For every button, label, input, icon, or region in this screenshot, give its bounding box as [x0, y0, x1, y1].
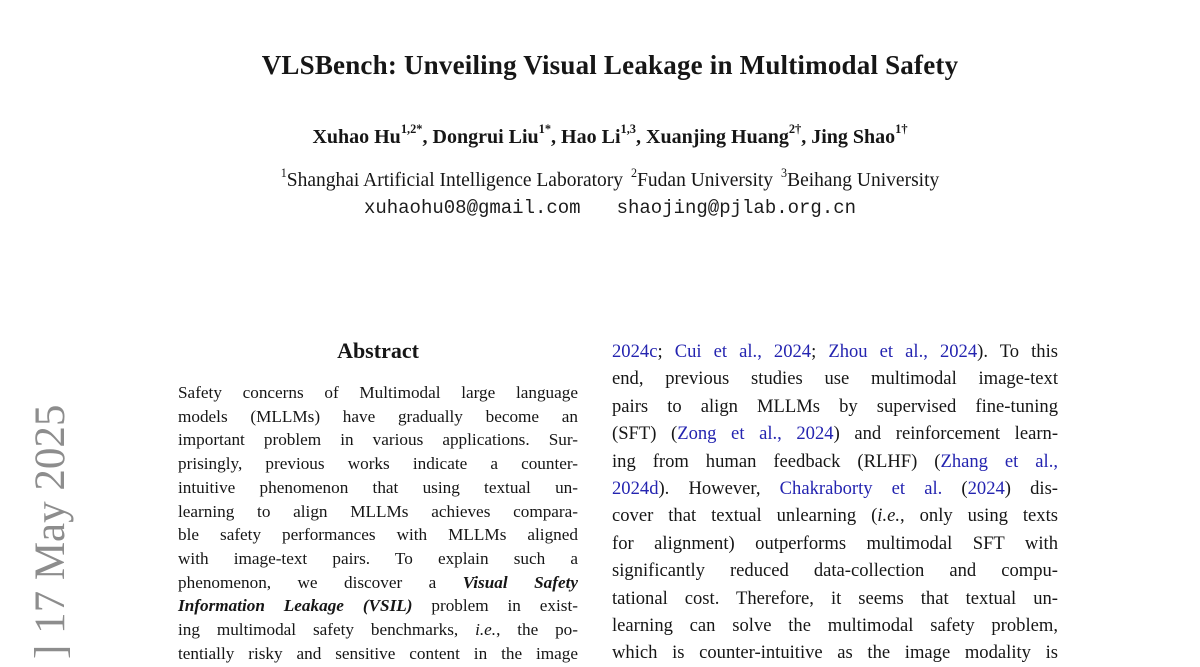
text-run: Visual Safety	[462, 572, 578, 592]
abstract-section	[178, 338, 578, 665]
author-name: Xuhao Hu	[312, 126, 401, 148]
citation-link[interactable]: Zong et al., 2024	[677, 423, 834, 445]
paper-page	[20, 0, 1200, 664]
text-line	[178, 523, 578, 547]
text-line	[612, 585, 1058, 612]
text-line	[178, 642, 578, 666]
author-superscript: 2†	[788, 122, 802, 137]
text-run: , the po-	[496, 620, 578, 640]
affiliation-item: $^2$Fudan University	[631, 165, 774, 191]
text-run: which is counter-intuitive as the image modality is	[612, 642, 1058, 664]
affiliation-superscript: 1	[280, 165, 287, 180]
text-line	[178, 428, 578, 452]
text-line	[178, 381, 578, 405]
text-run: ing multimodal safety benchmarks,	[178, 620, 476, 640]
text-line	[178, 594, 578, 618]
text-line	[612, 502, 1058, 529]
author-name: Dongrui Liu	[432, 126, 539, 148]
text-line	[178, 476, 578, 500]
author-list: Xuhao $Hu^{1,2*}$, Dongrui Liu$^{1*}$, Hao Li$^{1,3}$, Xuanjing Huang$^{2\dagger}$, Jing Shao$^{1\dagger}$	[312, 122, 908, 148]
text-line	[612, 393, 1058, 420]
text-run: (	[942, 478, 968, 500]
author-name: Xuanjing Huang	[646, 126, 789, 148]
text-run: ) and reinforcement learn-	[833, 423, 1059, 445]
text-run: pairs to align MLLMs by supervised fine-tuning	[612, 395, 1058, 417]
author-superscript: 1†	[895, 122, 908, 137]
citation-link[interactable]: Zhang et al.,	[940, 450, 1059, 472]
text-run: Safety concerns of Multimodal large language	[178, 383, 578, 402]
citation-link[interactable]: 2024c	[612, 341, 658, 362]
affiliation-superscript: 2	[631, 165, 638, 180]
text-run: ing from human feedback (RLHF) (	[612, 450, 941, 472]
abstract-heading: Abstract	[337, 338, 419, 363]
text-run: with image-text pairs. To explain such a	[178, 548, 578, 568]
text-run: i.e.	[475, 620, 497, 640]
citation-link[interactable]: Chakraborty et al.	[779, 478, 943, 500]
author-name: Hao Li	[561, 126, 621, 148]
text-line	[178, 452, 578, 476]
author-name: Jing Shao	[811, 126, 896, 148]
arxiv-date-stamp: ] 17 May 2025	[27, 404, 74, 659]
text-run: ). To this	[977, 341, 1059, 362]
author-superscript: 1*	[538, 122, 552, 137]
text-run: phenomenon, we discover a	[178, 572, 463, 592]
text-run: ble safety performances with MLLMs aligned	[178, 525, 578, 545]
text-run: end, previous studies use multimodal image-text	[612, 368, 1058, 390]
text-line	[612, 420, 1058, 447]
text-run: i.e.	[877, 505, 901, 527]
text-run: ;	[657, 341, 675, 362]
text-line	[612, 612, 1058, 639]
text-run: ) dis-	[1004, 478, 1058, 500]
email-list	[20, 197, 1200, 219]
text-line	[612, 557, 1058, 584]
affiliation-item: $^1$Shanghai Artificial Intelligence Laboratory	[280, 165, 624, 191]
text-run: models (MLLMs) have gradually become an	[178, 406, 578, 426]
abstract-body	[178, 381, 578, 665]
text-line	[612, 448, 1058, 475]
text-line	[612, 639, 1058, 666]
text-run: (SFT) (	[612, 423, 678, 445]
affiliation-superscript: 3	[781, 165, 788, 180]
email-address: xuhaohu08@gmail.com	[363, 197, 581, 219]
author-superscript: 1,2*	[400, 122, 423, 137]
text-run: ). However,	[658, 478, 780, 500]
text-run: significantly reduced data-collection and compu-	[612, 560, 1058, 582]
text-run: important problem in various applications. Sur-	[178, 430, 578, 450]
text-line	[178, 618, 578, 642]
text-run: learning can solve the multimodal safety problem,	[612, 615, 1058, 637]
text-run: for alignment) outperforms multimodal SFT with	[612, 532, 1058, 554]
text-line	[612, 338, 1058, 365]
paper-title: VLSBench: Unveiling Visual Leakage in Multimodal Safety	[261, 50, 959, 80]
text-line	[178, 547, 578, 571]
text-line	[178, 571, 578, 595]
author-superscript: 1,3	[620, 122, 636, 137]
text-run: learning to align MLLMs achieves compara-	[178, 501, 578, 521]
citation-link[interactable]: Cui et al., 2024	[674, 341, 812, 362]
text-run: problem in exist-	[412, 596, 578, 616]
text-run: , only using texts	[900, 505, 1058, 527]
citation-link[interactable]: 2024	[967, 478, 1005, 500]
text-run: prisingly, previous works indicate a counter-	[178, 454, 578, 474]
text-line	[612, 530, 1058, 557]
text-line	[178, 405, 578, 429]
text-line	[612, 365, 1058, 392]
introduction-column	[612, 338, 1058, 667]
text-line	[612, 475, 1058, 502]
text-run: intuitive phenomenon that using textual un-	[178, 477, 578, 497]
text-run: cover that textual unlearning (	[612, 505, 878, 527]
text-line	[178, 500, 578, 524]
text-run: ;	[811, 341, 829, 362]
affiliation-item: $^3$Beihang University	[781, 165, 940, 191]
email-address: shaojing@pjlab.org.cn	[616, 197, 857, 219]
affiliation-list	[20, 165, 1200, 192]
text-run: tational cost. Therefore, it seems that textual un-	[612, 587, 1058, 609]
citation-link[interactable]: 2024d	[612, 478, 659, 500]
text-run: tentially risky and sensitive content in the image	[178, 643, 578, 663]
citation-link[interactable]: Zhou et al., 2024	[828, 341, 978, 362]
text-run: Information Leakage (VSIL)	[178, 596, 413, 616]
